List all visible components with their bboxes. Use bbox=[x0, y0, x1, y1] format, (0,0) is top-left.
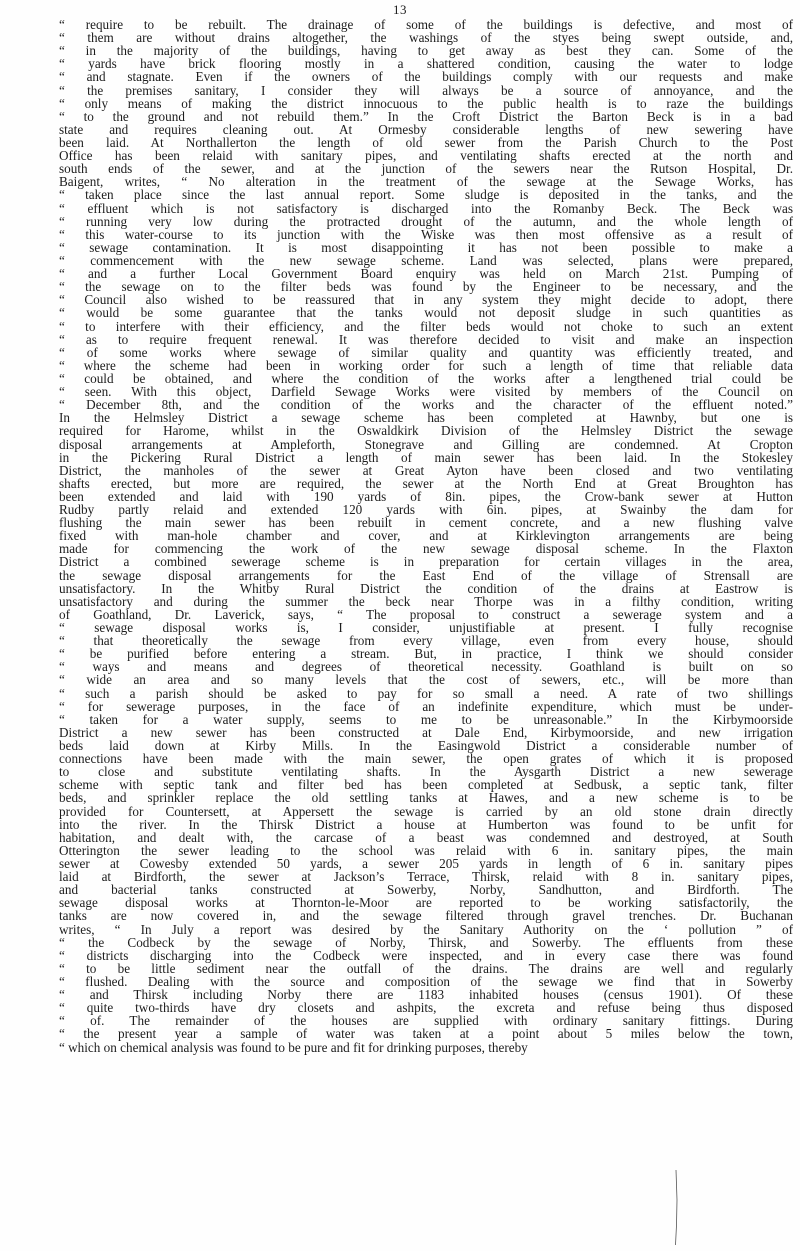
text-line: beds laid down at Kirby Mills. In the Easingwold District a considerable number of bbox=[59, 738, 793, 754]
text-line: “ December 8th, and the condition of the works and the character of the effluent noted.” bbox=[59, 397, 793, 413]
text-line: “ quite two-thirds have dry closets and ashpits, the excreta and refuse being thus disposed bbox=[59, 1000, 793, 1016]
text-line: habitation, and dealt with, the carcase of a beast was condemned and destroyed, at South bbox=[59, 829, 793, 845]
text-line: “ and Thirsk including Norby there are 1183 inhabited houses (census 1901). Of these bbox=[59, 987, 793, 1003]
text-line: tanks are now covered in, and the sewage filtered through gravel trenches. Dr. Buchanan bbox=[59, 908, 793, 924]
text-line: into the river. In the Thirsk District a house at Humberton was found to be unfit for bbox=[59, 816, 793, 832]
text-line: been extended and laid with 190 yards of 8in. pipes, the Crow-bank sewer at Hutton bbox=[59, 488, 793, 504]
text-line: “ where the scheme had been in working order for such a length of time that reliable data bbox=[59, 357, 793, 373]
text-line: “ sewage contamination. It is most disappointing it has not been possible to make a bbox=[59, 239, 793, 255]
text-line: “ only means of making the district innocuous to the public health is to raze the buildings bbox=[59, 95, 793, 111]
text-line: provided for Countersett, at Appersett the sewage is carried by an old stone drain directly bbox=[59, 803, 793, 819]
text-line: “ such a parish should be asked to pay for so small a need. A rate of two shillings bbox=[59, 685, 793, 701]
text-line: Rudby partly relaid and extended 120 yards with 6in. pipes, at Swainby the dam for bbox=[59, 502, 793, 518]
text-line: “ them are without drains altogether, the washings of the styes being swept outside, and, bbox=[59, 30, 793, 46]
text-line: “ as to require frequent renewal. It was therefore decided to visit and make an inspection bbox=[59, 331, 793, 347]
text-line: beds, and sprinkler replace the old settling tanks at Hawes, and a new scheme is to be bbox=[59, 790, 793, 806]
text-line: scheme with septic tank and filter bed has been completed at Sedbusk, a septic tank, filter bbox=[59, 777, 793, 793]
text-line: “ the present year a sample of water was taken at a point about 5 miles below the town, bbox=[59, 1026, 793, 1042]
text-line: and bacterial tanks constructed at Sowerby, Norby, Sandhutton, and Birdforth. The bbox=[59, 882, 793, 898]
text-line: shafts erected, but more are required, the sewer at the North End at Great Broughton has bbox=[59, 475, 793, 491]
text-line: “ in the majority of the buildings, having to get away as best they can. Some of the bbox=[59, 43, 793, 59]
text-line: connections have been made with the main sewer, the open grates of which it is proposed bbox=[59, 751, 793, 767]
text-line: “ be purified before entering a stream. But, in practice, I think we should consider bbox=[59, 646, 793, 662]
text-line: Otterington the sewer leading to the school was relaid with 6 in. sanitary pipes, the main bbox=[59, 842, 793, 858]
text-line: “ of some works where sewage of similar quality and quantity was efficiently treated, and bbox=[59, 344, 793, 360]
text-line: “ and stagnate. Even if the owners of the buildings comply with our requests and make bbox=[59, 69, 793, 85]
margin-pencil-mark bbox=[674, 1170, 680, 1245]
body-text bbox=[59, 18, 793, 1054]
text-line: “ sewage disposal works is, I consider, unjustifiable at present. I fully recognise bbox=[59, 620, 793, 636]
text-line: the sewage disposal arrangements for the East End of the village of Strensall are bbox=[59, 567, 793, 583]
text-line: sewer at Cowesby extended 50 yards, a sewer 205 yards in length of 6 in. sanitary pipes bbox=[59, 856, 793, 871]
text-line: “ to be little sediment near the outfall of the drains. The drains are well and regularly bbox=[59, 960, 793, 976]
text-line: “ of. The remainder of the houses are supplied with ordinary sanitary fittings. During bbox=[59, 1013, 793, 1029]
text-line: Office has been relaid with sanitary pipes, and ventilating shafts erected at the north and bbox=[59, 148, 793, 164]
text-line: District, the manholes of the sewer at Great Ayton have been closed and two ventilating bbox=[59, 462, 793, 478]
text-line: fixed with man-hole chamber and cover, and at Kirklevington arrangements are being bbox=[59, 528, 793, 544]
text-line: of Goathland, Dr. Laverick, says, “ The proposal to construct a sewerage system and a bbox=[59, 606, 793, 622]
text-line: “ wide an area and so many levels that the cost of sewers, etc., will be more than bbox=[59, 672, 793, 688]
text-line: “ commencement with the new sewage scheme. Land was selected, plans were prepared, bbox=[59, 252, 793, 268]
text-line: “ the Codbeck by the sewage of Norby, Thirsk, and Sowerby. The effluents from these bbox=[59, 934, 793, 950]
text-line: “ ways and means and degrees of theoretical necessity. Goathland is built on so bbox=[59, 659, 793, 675]
text-line: “ require to be rebuilt. The drainage of some of the buildings is defective, and most of bbox=[59, 17, 793, 32]
text-line: “ the sewage on to the filter beds was found by the Engineer to be necessary, and the bbox=[59, 279, 793, 295]
text-line: “ yards have brick flooring mostly in a shattered condition, causing the water to lodge bbox=[59, 56, 793, 72]
text-line: been laid. At Northallerton the length of old sewer from the Parish Church to the Post bbox=[59, 134, 793, 150]
text-line: sewage disposal works at Thornton-le-Moor are reported to be working satisfactorily, the bbox=[59, 895, 793, 911]
text-line: “ to the ground and not rebuild them.” In the Croft District the Barton Beck is in a bad bbox=[59, 108, 793, 124]
text-line: writes, “ In July a report was desired by the Sanitary Authority on the ‘ pollution ” of bbox=[59, 921, 793, 937]
text-line: “ the premises sanitary, I consider they will always be a source of annoyance, and the bbox=[59, 82, 793, 98]
text-line: state and requires cleaning out. At Ormesby considerable lengths of new sewering have bbox=[59, 121, 793, 137]
page-number: 13 bbox=[393, 2, 407, 17]
text-line: Baigent, writes, “ No alteration in the treatment of the sewage at the Sewage Works, has bbox=[59, 174, 793, 190]
text-line: required for Harome, whilst in the Oswaldkirk Division of the Helmsley District the sewage bbox=[59, 423, 793, 439]
text-line: District a combined sewerage scheme is in preparation for certain villages in the area, bbox=[59, 554, 793, 570]
text-line: flushing the main sewer has been rebuilt in cement concrete, and a new flushing valve bbox=[59, 515, 793, 531]
text-line: in the Pickering Rural District a length of main sewer has been laid. In the Stokesley bbox=[59, 449, 793, 465]
text-line: “ taken place since the last annual report. Some sludge is deposited in the tanks, and the bbox=[59, 187, 793, 203]
text-line: “ this water-course to its junction with the Wiske was then most offensive as a result of bbox=[59, 226, 793, 242]
text-line: unsatisfactory and during the summer the beck near Thorpe was in a filthy condition, writing bbox=[59, 593, 793, 609]
text-line: south ends of the sewer, and at the junction of the sewers near the Rutson Hospital, Dr. bbox=[59, 161, 793, 177]
text-line: “ running very low during the protracted drought of the autumn, and the whole length of bbox=[59, 213, 793, 229]
text-line: “ that theoretically the sewage from every village, even from every house, should bbox=[59, 633, 793, 649]
text-line: “ districts discharging into the Codbeck were inspected, and in every case there was found bbox=[59, 947, 793, 963]
text-line: “ to interfere with their efficiency, and the filter beds would not choke to such an extent bbox=[59, 318, 793, 334]
text-line: “ could be obtained, and where the condition of the works after a lengthened trial could be bbox=[59, 370, 793, 386]
text-line: “ effluent which is not satisfactory is discharged into the Romanby Beck. The Beck was bbox=[59, 200, 793, 216]
text-line: “ for sewerage purposes, in the face of an indefinite expenditure, which must be under- bbox=[59, 698, 793, 714]
text-line: “ which on chemical analysis was found to be pure and fit for drinking purposes, thereby bbox=[59, 1039, 528, 1055]
text-line: disposal arrangements at Ampleforth, Stonegrave and Gilling are condemned. At Cropton bbox=[59, 436, 793, 452]
text-line: made for commencing the work of the new sewage disposal scheme. In the Flaxton bbox=[59, 541, 793, 557]
text-line: “ flushed. Dealing with the source and composition of the sewage we find that in Sowerby bbox=[59, 973, 793, 989]
text-line: “ Council also wished to be reassured that in any system they might decide to adopt, there bbox=[59, 292, 793, 308]
text-line: “ would be some guarantee that the tanks would not deposit sludge in such quantities as bbox=[59, 305, 793, 321]
text-line: laid at Birdforth, the sewer at Jackson’s Terrace, Thirsk, relaid with 8 in. sanitary pipes, bbox=[59, 869, 793, 885]
text-line: In the Helmsley District a sewage scheme has been completed at Hawnby, but one is bbox=[59, 410, 793, 426]
text-line: unsatisfactory. In the Whitby Rural District the condition of the drains at Eastrow is bbox=[59, 580, 793, 596]
text-line: “ taken for a water supply, seems to me to be unreasonable.” In the Kirbymoorside bbox=[59, 711, 793, 727]
text-line: “ and a further Local Government Board enquiry was held on March 21st. Pumping of bbox=[59, 266, 793, 282]
text-line: District a new sewer has been constructed at Dale End, Kirbymoorside, and new irrigation bbox=[59, 724, 793, 740]
text-line: “ seen. With this object, Darfield Sewage Works were visited by members of the Council on bbox=[59, 384, 793, 400]
text-line: to close and substitute ventilating shafts. In the Aysgarth District a new sewerage bbox=[59, 764, 793, 780]
